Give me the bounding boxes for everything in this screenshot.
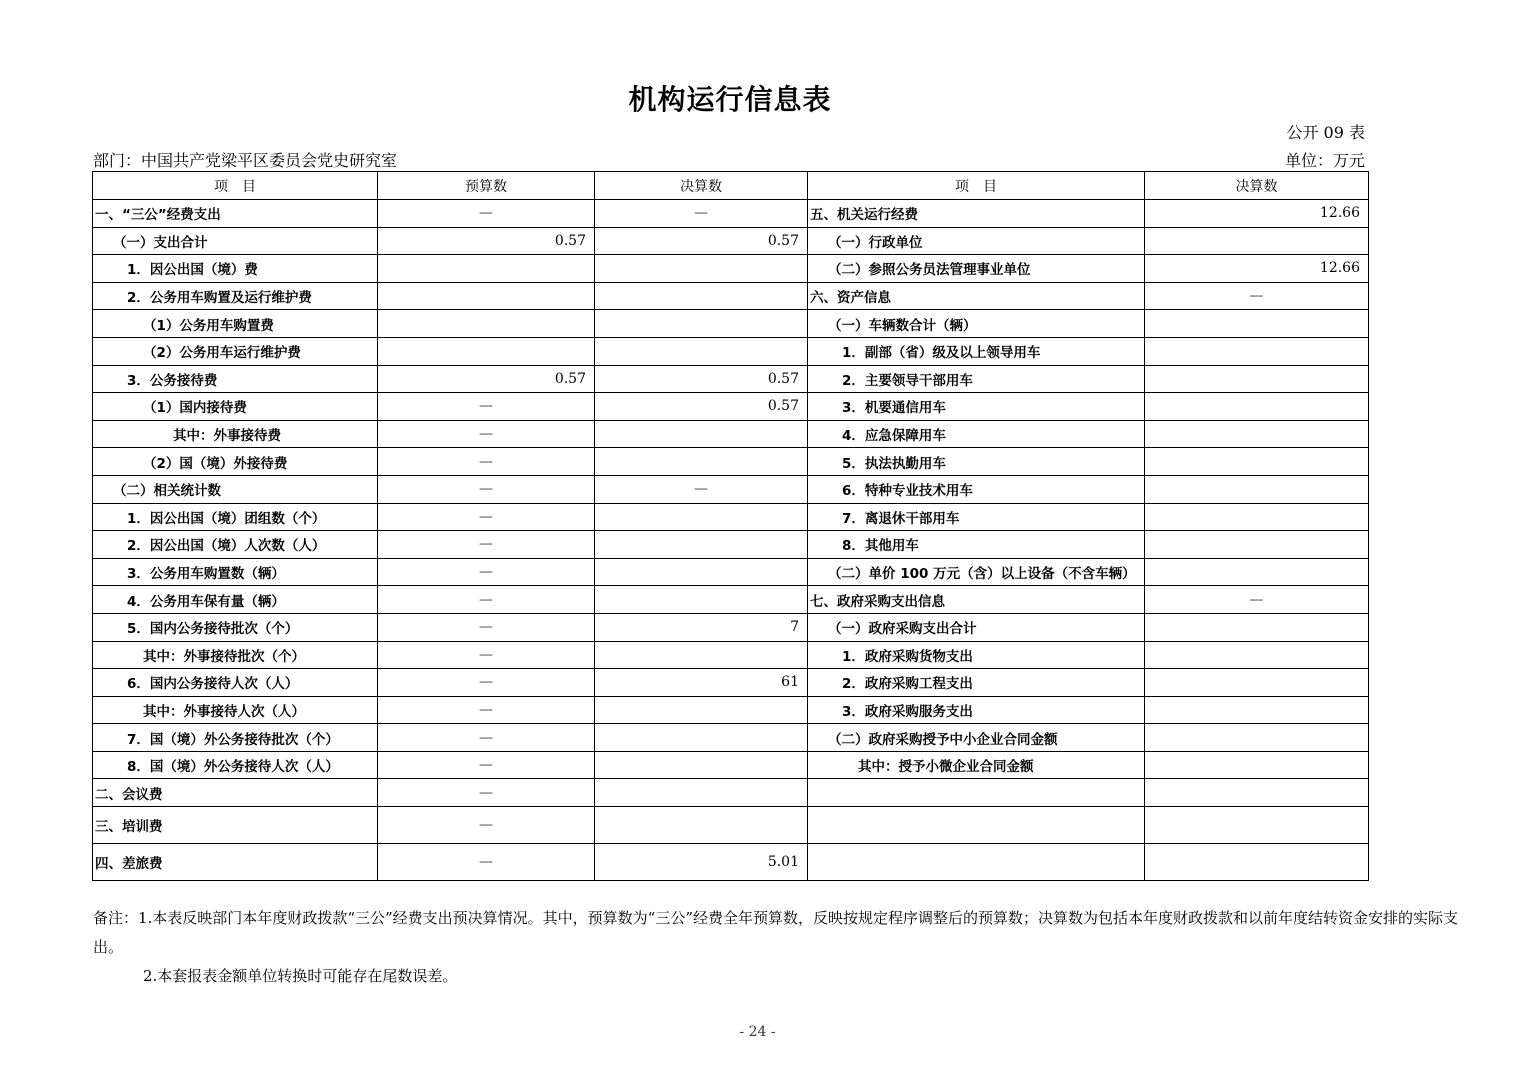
row-budget-value: — — [378, 807, 595, 844]
row-item-left: 二、会议费 — [93, 779, 378, 807]
row-final-value — [595, 503, 808, 531]
row-budget-value: — — [378, 844, 595, 881]
table-row — [93, 282, 1369, 310]
table-row — [93, 779, 1369, 807]
row-item-right: 1．政府采购货物支出 — [808, 641, 1145, 669]
row-final-value-right — [1145, 365, 1369, 393]
row-item-right — [808, 807, 1145, 844]
row-final-value: 61 — [595, 669, 808, 697]
row-item-left: 其中：外事接待费 — [93, 420, 378, 448]
table-row — [93, 696, 1369, 724]
row-item-right: 1．副部（省）级及以上领导用车 — [808, 337, 1145, 365]
row-final-value-right — [1145, 724, 1369, 752]
row-final-value-right: — — [1145, 586, 1369, 614]
row-item-left: 3．公务用车购置数（辆） — [93, 558, 378, 586]
row-budget-value — [378, 310, 595, 338]
row-final-value: — — [595, 475, 808, 503]
row-item-right — [808, 844, 1145, 881]
row-final-value-right: 12.66 — [1145, 200, 1369, 228]
row-item-right: （一）政府采购支出合计 — [808, 613, 1145, 641]
remark-note-2: 2.本套报表金额单位转换时可能存在尾数误差。 — [143, 967, 458, 985]
table-row — [93, 586, 1369, 614]
row-final-value — [595, 282, 808, 310]
row-final-value-right — [1145, 337, 1369, 365]
institution-operation-table — [92, 171, 1369, 881]
row-final-value-right — [1145, 475, 1369, 503]
row-item-right: 4．应急保障用车 — [808, 420, 1145, 448]
table-row — [93, 365, 1369, 393]
row-item-right: 3．机要通信用车 — [808, 393, 1145, 421]
header-final-right: 决算数 — [1145, 172, 1369, 200]
row-budget-value: — — [378, 751, 595, 779]
row-final-value: 7 — [595, 613, 808, 641]
table-row — [93, 393, 1369, 421]
row-item-right: 5．执法执勤用车 — [808, 448, 1145, 476]
row-item-right: 3．政府采购服务支出 — [808, 696, 1145, 724]
row-budget-value: — — [378, 531, 595, 559]
row-item-right — [808, 779, 1145, 807]
row-final-value-right — [1145, 503, 1369, 531]
row-budget-value: — — [378, 641, 595, 669]
table-row — [93, 503, 1369, 531]
row-final-value — [595, 337, 808, 365]
page-title: 机构运行信息表 — [628, 83, 832, 116]
row-budget-value: — — [378, 503, 595, 531]
row-final-value-right — [1145, 779, 1369, 807]
table-row — [93, 200, 1369, 228]
row-final-value — [595, 751, 808, 779]
row-final-value — [595, 420, 808, 448]
row-item-right: 七、政府采购支出信息 — [808, 586, 1145, 614]
table-row — [93, 310, 1369, 338]
row-final-value — [595, 586, 808, 614]
row-budget-value: — — [378, 613, 595, 641]
row-item-left: 6．国内公务接待人次（人） — [93, 669, 378, 697]
row-final-value: 0.57 — [595, 227, 808, 255]
row-item-left: （二）相关统计数 — [93, 475, 378, 503]
table-row — [93, 724, 1369, 752]
table-row — [93, 641, 1369, 669]
row-budget-value: — — [378, 558, 595, 586]
row-item-right: 六、资产信息 — [808, 282, 1145, 310]
row-final-value — [595, 696, 808, 724]
row-item-right: 其中：授予小微企业合同金额 — [808, 751, 1145, 779]
row-budget-value: 0.57 — [378, 365, 595, 393]
row-budget-value: — — [378, 724, 595, 752]
row-budget-value: — — [378, 420, 595, 448]
row-budget-value: — — [378, 448, 595, 476]
row-item-right: （二）参照公务员法管理事业单位 — [808, 255, 1145, 283]
row-final-value: 5.01 — [595, 844, 808, 881]
table-row — [93, 337, 1369, 365]
row-item-left: （1）公务用车购置费 — [93, 310, 378, 338]
row-item-left: 其中：外事接待人次（人） — [93, 696, 378, 724]
row-item-right: 2．政府采购工程支出 — [808, 669, 1145, 697]
row-item-left: （2）公务用车运行维护费 — [93, 337, 378, 365]
row-item-right: 6．特种专业技术用车 — [808, 475, 1145, 503]
header-item-left: 项 目 — [93, 172, 378, 200]
row-budget-value: — — [378, 779, 595, 807]
table-row — [93, 255, 1369, 283]
row-item-left: 其中：外事接待批次（个） — [93, 641, 378, 669]
row-item-left: 5．国内公务接待批次（个） — [93, 613, 378, 641]
row-final-value-right — [1145, 844, 1369, 881]
header-budget: 预算数 — [378, 172, 595, 200]
row-final-value-right — [1145, 696, 1369, 724]
unit-label: 单位：万元 — [1284, 151, 1365, 170]
header-final-left: 决算数 — [595, 172, 808, 200]
row-final-value-right — [1145, 669, 1369, 697]
table-row — [93, 751, 1369, 779]
row-item-left: 一、“三公”经费支出 — [93, 200, 378, 228]
row-budget-value: — — [378, 696, 595, 724]
table-row — [93, 844, 1369, 881]
table-row — [93, 669, 1369, 697]
row-final-value — [595, 641, 808, 669]
form-number: 公开 09 表 — [1286, 123, 1365, 142]
row-budget-value: — — [378, 200, 595, 228]
row-final-value-right — [1145, 641, 1369, 669]
row-budget-value — [378, 337, 595, 365]
table-row — [93, 613, 1369, 641]
row-budget-value: — — [378, 669, 595, 697]
table-row — [93, 531, 1369, 559]
page-number: - 24 - — [739, 1024, 776, 1040]
row-item-right: （一）行政单位 — [808, 227, 1145, 255]
row-budget-value: — — [378, 475, 595, 503]
row-item-left: （2）国（境）外接待费 — [93, 448, 378, 476]
row-final-value: 0.57 — [595, 393, 808, 421]
row-final-value-right — [1145, 531, 1369, 559]
row-final-value-right — [1145, 393, 1369, 421]
row-item-left: 2．因公出国（境）人次数（人） — [93, 531, 378, 559]
table-row — [93, 227, 1369, 255]
row-final-value: 0.57 — [595, 365, 808, 393]
row-item-left: 7．国（境）外公务接待批次（个） — [93, 724, 378, 752]
table-header-row — [93, 172, 1369, 200]
row-item-right: 2．主要领导干部用车 — [808, 365, 1145, 393]
row-item-right: （二）单价 100 万元（含）以上设备（不含车辆） — [808, 558, 1145, 586]
row-final-value — [595, 531, 808, 559]
department-label: 部门：中国共产党梁平区委员会党史研究室 — [93, 151, 398, 170]
row-item-left: 2．公务用车购置及运行维护费 — [93, 282, 378, 310]
table-row — [93, 475, 1369, 503]
row-final-value-right — [1145, 310, 1369, 338]
row-budget-value — [378, 255, 595, 283]
row-final-value-right — [1145, 227, 1369, 255]
row-item-left: 四、差旅费 — [93, 844, 378, 881]
row-item-left: 1．因公出国（境）团组数（个） — [93, 503, 378, 531]
table-row — [93, 558, 1369, 586]
row-final-value-right — [1145, 448, 1369, 476]
row-final-value — [595, 779, 808, 807]
row-final-value-right: — — [1145, 282, 1369, 310]
row-item-left: 3．公务接待费 — [93, 365, 378, 393]
row-item-left: 8．国（境）外公务接待人次（人） — [93, 751, 378, 779]
row-item-right: （一）车辆数合计（辆） — [808, 310, 1145, 338]
row-budget-value: 0.57 — [378, 227, 595, 255]
row-final-value-right: 12.66 — [1145, 255, 1369, 283]
row-item-left: 4．公务用车保有量（辆） — [93, 586, 378, 614]
row-item-right: （二）政府采购授予中小企业合同金额 — [808, 724, 1145, 752]
row-final-value — [595, 724, 808, 752]
row-item-right: 8．其他用车 — [808, 531, 1145, 559]
row-final-value-right — [1145, 420, 1369, 448]
row-final-value-right — [1145, 807, 1369, 844]
row-final-value — [595, 448, 808, 476]
row-item-right: 五、机关运行经费 — [808, 200, 1145, 228]
row-final-value — [595, 807, 808, 844]
row-budget-value: — — [378, 393, 595, 421]
row-final-value-right — [1145, 751, 1369, 779]
row-final-value — [595, 255, 808, 283]
row-budget-value — [378, 282, 595, 310]
remark-note-1: 备注：1.本表反映部门本年度财政拨款“三公”经费支出预决算情况。其中，预算数为“三公”经费全年预算数，反映按规定程序调整后的预算数；决算数为包括本年度财政拨款和以前年度结转资金安排的实际支出。 — [93, 909, 1458, 956]
row-item-left: 1．因公出国（境）费 — [93, 255, 378, 283]
row-item-left: （一）支出合计 — [93, 227, 378, 255]
table-row — [93, 807, 1369, 844]
row-final-value-right — [1145, 558, 1369, 586]
row-final-value — [595, 558, 808, 586]
table-body — [93, 200, 1369, 881]
row-final-value — [595, 310, 808, 338]
row-final-value: — — [595, 200, 808, 228]
header-item-right: 项 目 — [808, 172, 1145, 200]
table-row — [93, 420, 1369, 448]
row-final-value-right — [1145, 613, 1369, 641]
table-row — [93, 448, 1369, 476]
row-budget-value: — — [378, 586, 595, 614]
row-item-left: 三、培训费 — [93, 807, 378, 844]
row-item-left: （1）国内接待费 — [93, 393, 378, 421]
row-item-right: 7．离退休干部用车 — [808, 503, 1145, 531]
